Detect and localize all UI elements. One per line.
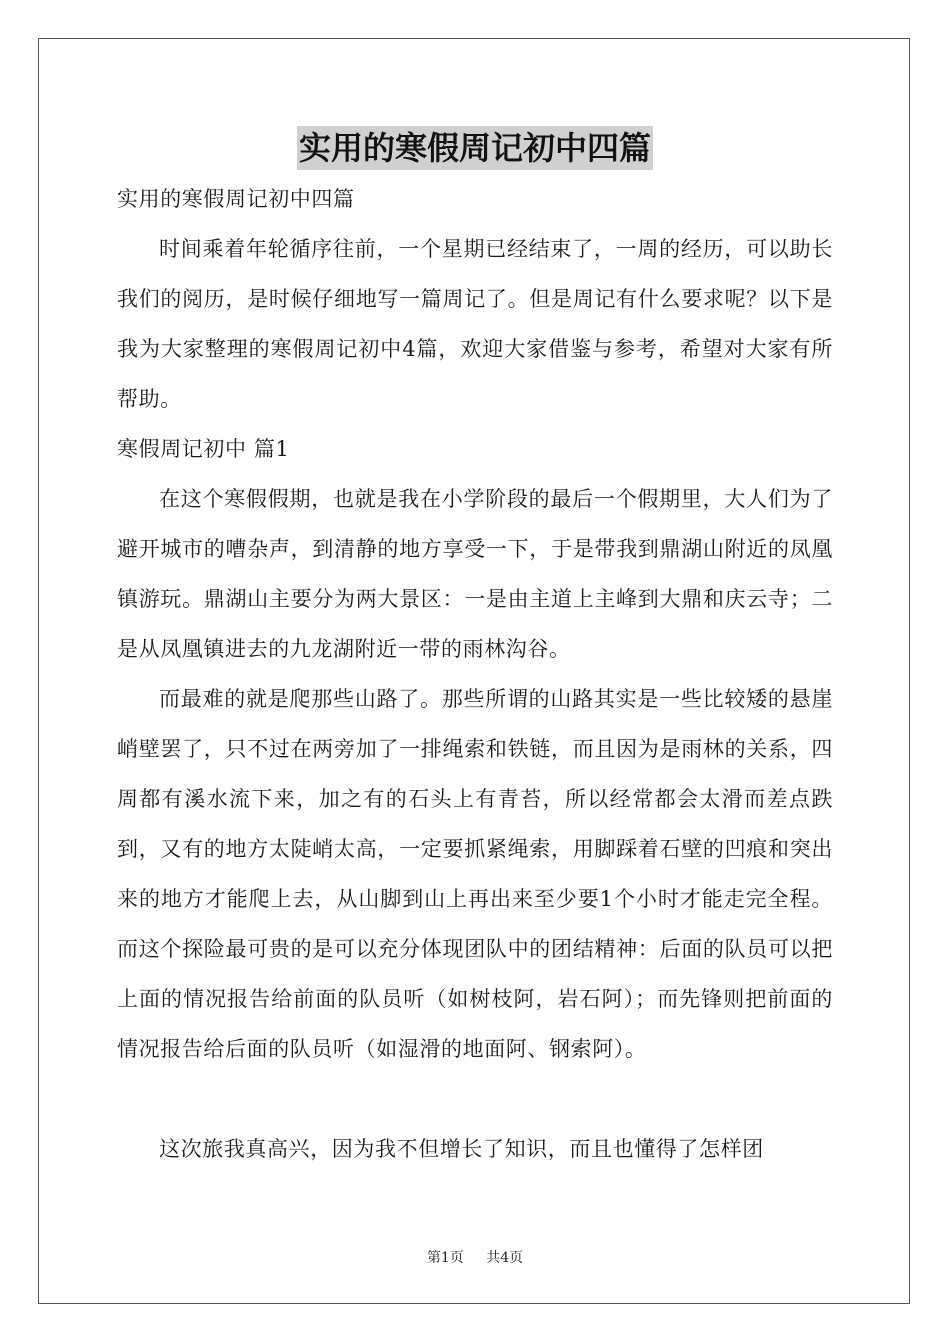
body-paragraph-2: 而最难的就是爬那些山路了。那些所谓的山路其实是一些比较矮的悬崖峭壁罢了，只不过在两旁加了一排绳索和铁链，而且因为是雨林的关系，四周都有溪水流下来，加之有的石头上有青苔，所以经常都会太滑而差点跌到，又有的地方太陡峭太高，一定要抓紧绳索，用脚踩着石壁的凹痕和突出来的地方才能爬上去，从山脚到山上再出来至少要1个小时才能走完全程。而这个探险最可贵的是可以充分体现团队中的团结精神：后面的队员可以把上面的情况报告给前面的队员听（如树枝阿，岩石阿）；而先锋则把前面的情况报告给后面的队员听（如湿滑的地面阿、钢索阿）。 bbox=[117, 687, 833, 1061]
page-footer bbox=[0, 1247, 950, 1267]
page-number-current: 第1页 bbox=[426, 1250, 464, 1266]
body-paragraph-1: 在这个寒假假期，也就是我在小学阶段的最后一个假期里，大人们为了避开城市的嘈杂声，到清静的地方享受一下，于是带我到鼎湖山附近的凤凰镇游玩。鼎湖山主要分为两大景区：一是由主道上主峰到大鼎和庆云寺；二是从凤凰镇进去的九龙湖附近一带的雨林沟谷。 bbox=[117, 487, 833, 661]
title-container bbox=[117, 126, 833, 170]
page-number-total: 共4页 bbox=[486, 1250, 524, 1266]
intro-paragraph: 时间乘着年轮循序往前，一个星期已经结束了，一周的经历，可以助长我们的阅历，是时候仔细地写一篇周记了。但是周记有什么要求呢？以下是我为大家整理的寒假周记初中4篇，欢迎大家借鉴与参考，希望对大家有所帮助。 bbox=[117, 237, 833, 411]
document-title: 实用的寒假周记初中四篇 bbox=[297, 126, 653, 170]
body-paragraph-3: 这次旅我真高兴，因为我不但增长了知识，而且也懂得了怎样团 bbox=[159, 1137, 764, 1161]
document-subtitle: 实用的寒假周记初中四篇 bbox=[117, 187, 355, 211]
section-heading: 寒假周记初中 篇1 bbox=[117, 437, 290, 461]
